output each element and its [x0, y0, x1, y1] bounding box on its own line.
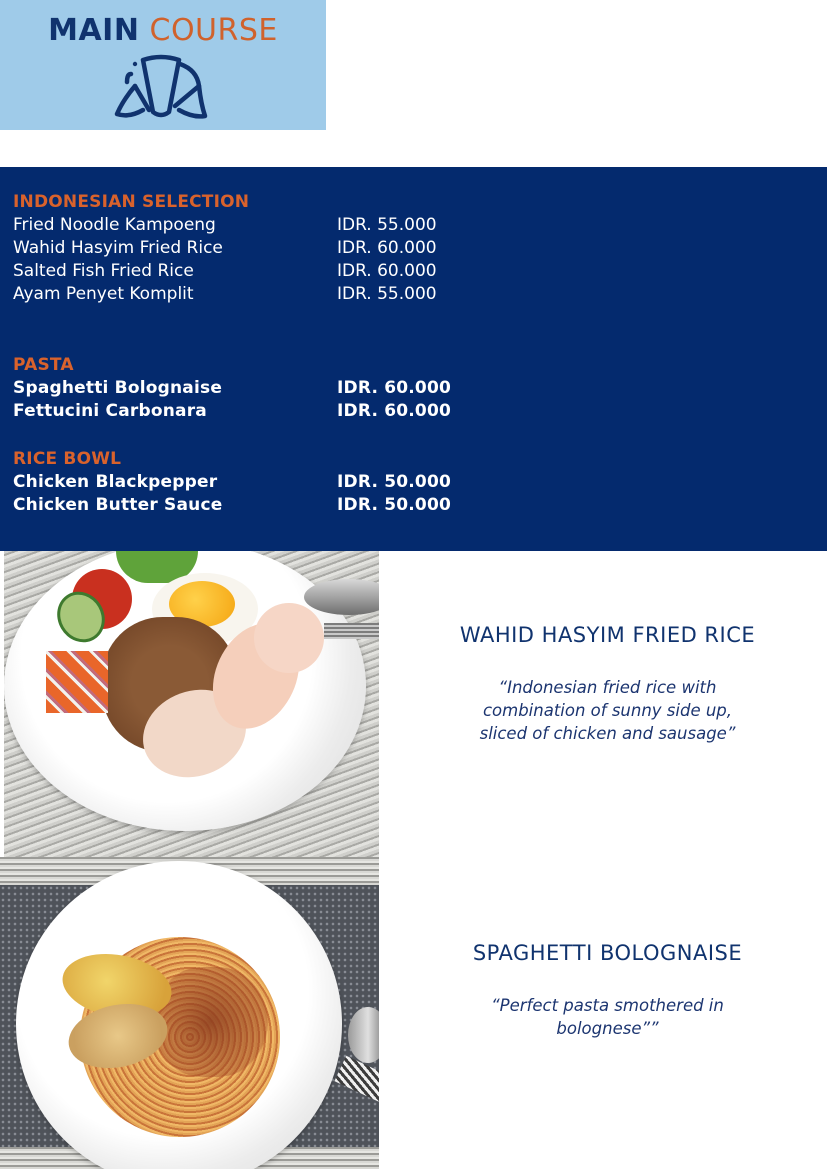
menu-item: [13, 237, 493, 260]
feature-spaghetti: [395, 940, 820, 1040]
spaghetti-photo: [0, 857, 379, 1169]
section-title: INDONESIAN SELECTION: [13, 192, 250, 212]
item-name: Fried Noodle Kampoeng: [13, 215, 216, 235]
description-line: “Indonesian fried rice with: [498, 678, 717, 697]
section-title: PASTA: [13, 355, 74, 375]
cracker: [254, 603, 324, 673]
description-line: combination of sunny side up,: [482, 701, 733, 720]
menu-item: [13, 283, 493, 306]
item-price: IDR. 50.000: [337, 495, 452, 515]
menu-item: [13, 400, 493, 423]
item-price: IDR. 55.000: [337, 284, 437, 304]
menu-item: [13, 377, 493, 400]
item-name: Chicken Blackpepper: [13, 472, 218, 492]
menu-panel: [0, 167, 827, 551]
section-rice-bowl: [13, 448, 493, 517]
feature-title: SPAGHETTI BOLOGNAISE: [472, 941, 743, 965]
title-main: MAIN: [48, 13, 140, 48]
item-name: Chicken Butter Sauce: [13, 495, 223, 515]
feature-title: WAHID HASYIM FRIED RICE: [459, 623, 756, 647]
item-price: IDR. 60.000: [337, 401, 452, 421]
feature-description: [395, 994, 820, 1040]
description-line: bolognese””: [556, 1019, 659, 1038]
pickles: [46, 651, 108, 713]
feature-fried-rice: [395, 622, 820, 745]
item-price: IDR. 55.000: [337, 215, 437, 235]
croissant-icon: [113, 52, 209, 124]
feature-description: [395, 676, 820, 745]
item-price: IDR. 60.000: [337, 261, 437, 281]
menu-item: [13, 260, 493, 283]
section-title: RICE BOWL: [13, 449, 122, 469]
page-title: [0, 12, 326, 50]
section-pasta: [13, 354, 493, 423]
menu-item: [13, 471, 493, 494]
item-price: IDR. 60.000: [337, 238, 437, 258]
item-price: IDR. 60.000: [337, 378, 452, 398]
section-indonesian-selection: [13, 191, 493, 306]
description-line: “Perfect pasta smothered in: [491, 996, 724, 1015]
item-name: Salted Fish Fried Rice: [13, 261, 194, 281]
description-line: sliced of chicken and sausage”: [479, 724, 736, 743]
item-price: IDR. 50.000: [337, 472, 452, 492]
item-name: Wahid Hasyim Fried Rice: [13, 238, 223, 258]
title-course: COURSE: [149, 13, 278, 48]
fork: [324, 623, 379, 639]
item-name: Fettucini Carbonara: [13, 401, 207, 421]
fried-rice-photo: [4, 551, 379, 857]
header-tile: [0, 0, 326, 130]
menu-item: [13, 494, 493, 517]
menu-item: [13, 214, 493, 237]
item-name: Ayam Penyet Komplit: [13, 284, 194, 304]
item-name: Spaghetti Bolognaise: [13, 378, 223, 398]
